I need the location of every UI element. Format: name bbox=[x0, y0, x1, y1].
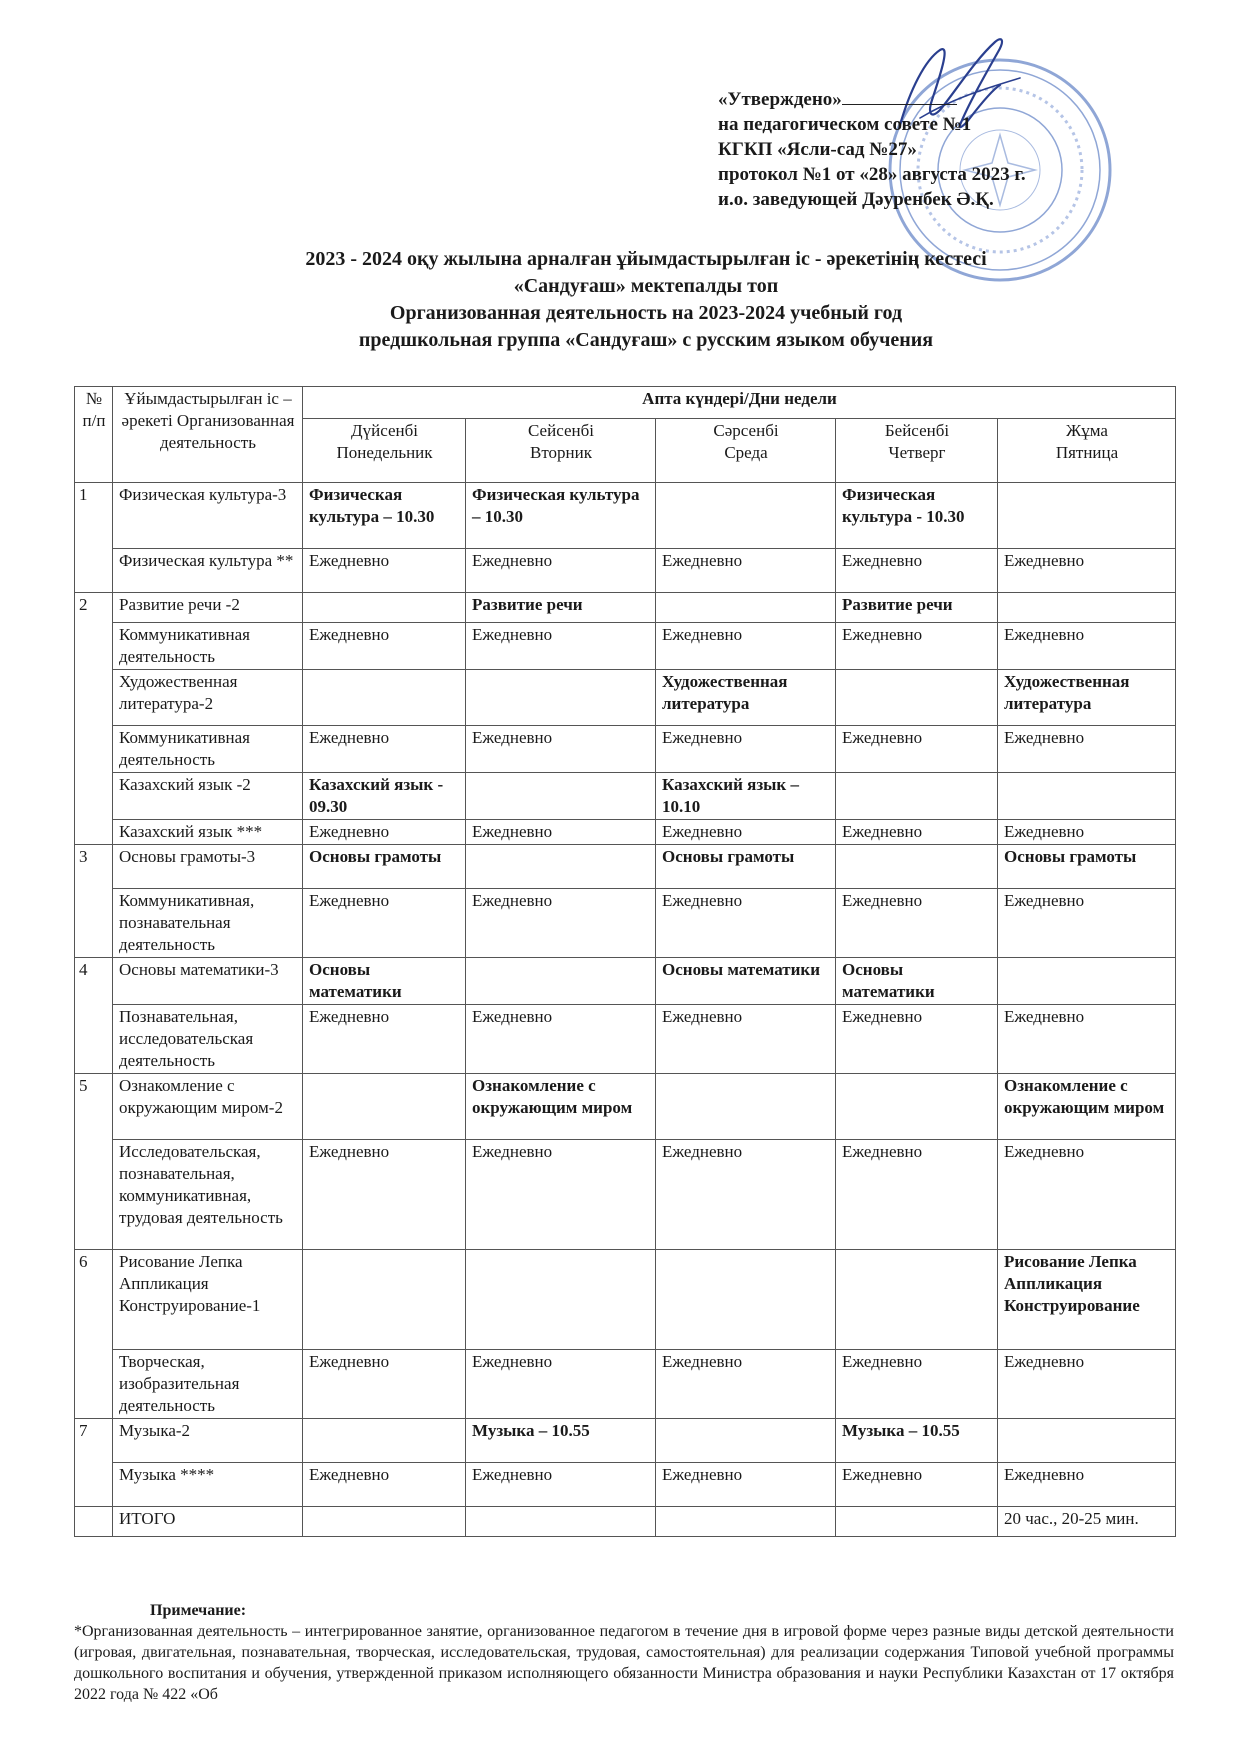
total-empty-cell bbox=[466, 1507, 656, 1537]
schedule-cell-daily: Ежедневно bbox=[656, 820, 836, 845]
row-number: 1 bbox=[75, 483, 113, 593]
row-number: 6 bbox=[75, 1250, 113, 1419]
table-row bbox=[75, 820, 1176, 845]
row-number: 2 bbox=[75, 593, 113, 845]
table-row bbox=[75, 1074, 1176, 1140]
activity-cell: Ознакомление с окружающим миром-2 bbox=[113, 1074, 303, 1140]
schedule-cell-daily: Ежедневно bbox=[836, 726, 998, 773]
schedule-cell bbox=[836, 670, 998, 726]
schedule-cell-daily: Ежедневно bbox=[303, 820, 466, 845]
notes-heading: Примечание: bbox=[150, 1602, 247, 1619]
schedule-cell-daily: Ежедневно bbox=[836, 1350, 998, 1419]
table-row bbox=[75, 1419, 1176, 1463]
table-row bbox=[75, 1140, 1176, 1250]
title-group-ru: предшкольная группа «Сандуғаш» с русским языком обучения bbox=[358, 329, 934, 351]
schedule-cell: Казахский язык – 10.10 bbox=[656, 773, 836, 820]
table-row bbox=[75, 889, 1176, 958]
total-empty-cell bbox=[656, 1507, 836, 1537]
total-label: ИТОГО bbox=[113, 1507, 303, 1537]
header-day-tuesday: Сейсенбі Вторник bbox=[466, 419, 656, 483]
activity-cell: Коммуникативная, познавательная деятельность bbox=[113, 889, 303, 958]
table-row bbox=[75, 845, 1176, 889]
schedule-cell-daily: Ежедневно bbox=[998, 889, 1176, 958]
schedule-cell-daily: Ежедневно bbox=[303, 889, 466, 958]
schedule-cell bbox=[656, 1074, 836, 1140]
schedule-cell bbox=[466, 1250, 656, 1350]
activity-cell: Физическая культура-3 bbox=[113, 483, 303, 549]
schedule-cell bbox=[303, 1074, 466, 1140]
schedule-cell bbox=[303, 1250, 466, 1350]
row-number: 7 bbox=[75, 1419, 113, 1507]
schedule-cell bbox=[466, 670, 656, 726]
schedule-table bbox=[74, 386, 1176, 1537]
schedule-cell-daily: Ежедневно bbox=[656, 1463, 836, 1507]
total-row bbox=[75, 1507, 1176, 1537]
schedule-cell-daily: Ежедневно bbox=[998, 623, 1176, 670]
header-week-days: Апта күндері/Дни недели bbox=[303, 387, 1176, 419]
schedule-cell: Основы математики bbox=[303, 958, 466, 1005]
schedule-cell bbox=[836, 1074, 998, 1140]
schedule-cell: Основы грамоты bbox=[998, 845, 1176, 889]
table-row bbox=[75, 726, 1176, 773]
schedule-cell-daily: Ежедневно bbox=[466, 1350, 656, 1419]
approval-heading: «Утверждено» bbox=[718, 86, 1026, 112]
schedule-cell-daily: Ежедневно bbox=[836, 1005, 998, 1074]
total-empty-cell bbox=[836, 1507, 998, 1537]
activity-cell: Казахский язык *** bbox=[113, 820, 303, 845]
schedule-cell: Ознакомление с окружающим миром bbox=[998, 1074, 1176, 1140]
schedule-cell: Развитие речи bbox=[466, 593, 656, 623]
schedule-cell-daily: Ежедневно bbox=[836, 1463, 998, 1507]
activity-cell: Познавательная, исследовательская деятельность bbox=[113, 1005, 303, 1074]
table-row bbox=[75, 670, 1176, 726]
total-value: 20 час., 20-25 мин. bbox=[998, 1507, 1176, 1537]
schedule-cell-daily: Ежедневно bbox=[998, 726, 1176, 773]
activity-cell: Развитие речи -2 bbox=[113, 593, 303, 623]
schedule-cell bbox=[656, 1419, 836, 1463]
schedule-cell: Ознакомление с окружающим миром bbox=[466, 1074, 656, 1140]
schedule-cell bbox=[656, 483, 836, 549]
activity-cell: Рисование Лепка Аппликация Конструирование-1 bbox=[113, 1250, 303, 1350]
schedule-cell bbox=[303, 593, 466, 623]
schedule-cell bbox=[998, 958, 1176, 1005]
schedule-cell: Музыка – 10.55 bbox=[466, 1419, 656, 1463]
row-number: 4 bbox=[75, 958, 113, 1074]
schedule-cell bbox=[656, 1250, 836, 1350]
title-line-kz: 2023 - 2024 оқу жылына арналған ұйымдастырылған іс - әрекетінің кестесі bbox=[305, 248, 987, 270]
table-row bbox=[75, 1005, 1176, 1074]
schedule-cell-daily: Ежедневно bbox=[303, 1463, 466, 1507]
header-day-monday: Дүйсенбі Понедельник bbox=[303, 419, 466, 483]
schedule-cell-daily: Ежедневно bbox=[656, 726, 836, 773]
schedule-cell-daily: Ежедневно bbox=[998, 1350, 1176, 1419]
schedule-cell: Основы математики bbox=[836, 958, 998, 1005]
schedule-cell-daily: Ежедневно bbox=[466, 1140, 656, 1250]
header-number: № п/п bbox=[75, 387, 113, 483]
schedule-cell-daily: Ежедневно bbox=[656, 1140, 836, 1250]
schedule-cell-daily: Ежедневно bbox=[303, 1350, 466, 1419]
schedule-cell bbox=[466, 773, 656, 820]
schedule-cell-daily: Ежедневно bbox=[303, 1140, 466, 1250]
schedule-cell-daily: Ежедневно bbox=[466, 1005, 656, 1074]
schedule-cell-daily: Ежедневно bbox=[656, 623, 836, 670]
schedule-cell-daily: Ежедневно bbox=[998, 1463, 1176, 1507]
header-day-wednesday: Сәрсенбі Среда bbox=[656, 419, 836, 483]
title-line-ru: Организованная деятельность на 2023-2024 учебный год bbox=[389, 302, 903, 324]
schedule-cell-daily: Ежедневно bbox=[836, 820, 998, 845]
approval-protocol: протокол №1 от «28» августа 2023 г. bbox=[718, 164, 1026, 185]
schedule-cell bbox=[656, 593, 836, 623]
activity-cell: Музыка-2 bbox=[113, 1419, 303, 1463]
schedule-cell-daily: Ежедневно bbox=[998, 1005, 1176, 1074]
schedule-cell bbox=[836, 773, 998, 820]
schedule-cell-daily: Ежедневно bbox=[656, 549, 836, 593]
title-group-kz: «Сандуғаш» мектепалды топ bbox=[513, 275, 779, 297]
total-number-cell bbox=[75, 1507, 113, 1537]
table-row bbox=[75, 483, 1176, 549]
schedule-cell: Физическая культура – 10.30 bbox=[466, 483, 656, 549]
table-row bbox=[75, 958, 1176, 1005]
table-row bbox=[75, 593, 1176, 623]
schedule-cell bbox=[998, 593, 1176, 623]
schedule-cell-daily: Ежедневно bbox=[466, 1463, 656, 1507]
schedule-cell: Основы математики bbox=[656, 958, 836, 1005]
schedule-cell bbox=[303, 1419, 466, 1463]
schedule-cell-daily: Ежедневно bbox=[998, 1140, 1176, 1250]
activity-cell: Коммуникативная деятельность bbox=[113, 623, 303, 670]
schedule-cell-daily: Ежедневно bbox=[466, 889, 656, 958]
row-number: 3 bbox=[75, 845, 113, 958]
schedule-cell: Художественная литература bbox=[656, 670, 836, 726]
schedule-cell: Основы грамоты bbox=[656, 845, 836, 889]
activity-cell: Исследовательская, познавательная, коммуникативная, трудовая деятельность bbox=[113, 1140, 303, 1250]
schedule-cell bbox=[836, 1250, 998, 1350]
total-empty-cell bbox=[303, 1507, 466, 1537]
schedule-cell-daily: Ежедневно bbox=[998, 820, 1176, 845]
schedule-cell-daily: Ежедневно bbox=[466, 726, 656, 773]
schedule-cell: Музыка – 10.55 bbox=[836, 1419, 998, 1463]
schedule-cell bbox=[998, 483, 1176, 549]
activity-cell: Творческая, изобразительная деятельность bbox=[113, 1350, 303, 1419]
schedule-cell bbox=[836, 845, 998, 889]
schedule-cell-daily: Ежедневно bbox=[836, 549, 998, 593]
table-row bbox=[75, 773, 1176, 820]
activity-cell: Основы математики-3 bbox=[113, 958, 303, 1005]
approval-organization: КГКП «Ясли-сад №27» bbox=[718, 139, 917, 160]
activity-cell: Физическая культура ** bbox=[113, 549, 303, 593]
schedule-cell-daily: Ежедневно bbox=[303, 623, 466, 670]
header-day-thursday: Бейсенбі Четверг bbox=[836, 419, 998, 483]
activity-cell: Художественная литература-2 bbox=[113, 670, 303, 726]
activity-cell: Казахский язык -2 bbox=[113, 773, 303, 820]
schedule-cell-daily: Ежедневно bbox=[656, 1005, 836, 1074]
schedule-cell bbox=[998, 1419, 1176, 1463]
activity-cell: Музыка **** bbox=[113, 1463, 303, 1507]
schedule-cell bbox=[466, 845, 656, 889]
table-row bbox=[75, 623, 1176, 670]
schedule-cell-daily: Ежедневно bbox=[303, 726, 466, 773]
schedule-cell bbox=[466, 958, 656, 1005]
approval-head: и.о. заведующей Дәуренбек Ә.Қ. bbox=[718, 189, 994, 210]
schedule-cell-daily: Ежедневно bbox=[836, 1140, 998, 1250]
schedule-cell-daily: Ежедневно bbox=[303, 1005, 466, 1074]
schedule-cell-daily: Ежедневно bbox=[656, 1350, 836, 1419]
schedule-cell: Рисование Лепка Аппликация Конструирование bbox=[998, 1250, 1176, 1350]
schedule-cell-daily: Ежедневно bbox=[836, 623, 998, 670]
table-row bbox=[75, 1463, 1176, 1507]
schedule-cell: Казахский язык - 09.30 bbox=[303, 773, 466, 820]
signature-line bbox=[842, 86, 957, 105]
table-row bbox=[75, 549, 1176, 593]
notes-section bbox=[74, 1600, 1174, 1705]
approval-block bbox=[718, 86, 1026, 212]
schedule-cell-daily: Ежедневно bbox=[303, 549, 466, 593]
schedule-cell: Физическая культура – 10.30 bbox=[303, 483, 466, 549]
schedule-cell-daily: Ежедневно bbox=[998, 549, 1176, 593]
schedule-cell: Физическая культура - 10.30 bbox=[836, 483, 998, 549]
approval-council: на педагогическом совете №1 bbox=[718, 114, 972, 135]
schedule-cell-daily: Ежедневно bbox=[466, 549, 656, 593]
row-number: 5 bbox=[75, 1074, 113, 1250]
activity-cell: Коммуникативная деятельность bbox=[113, 726, 303, 773]
table-header-row bbox=[75, 387, 1176, 419]
schedule-cell: Развитие речи bbox=[836, 593, 998, 623]
schedule-body bbox=[75, 483, 1176, 1537]
activity-cell: Основы грамоты-3 bbox=[113, 845, 303, 889]
header-day-friday: Жұма Пятница bbox=[998, 419, 1176, 483]
table-row bbox=[75, 1350, 1176, 1419]
schedule-cell: Основы грамоты bbox=[303, 845, 466, 889]
header-activity: Ұйымдастырылған іс – әрекеті Организованная деятельность bbox=[113, 387, 303, 483]
schedule-cell bbox=[303, 670, 466, 726]
document-title bbox=[0, 246, 1242, 354]
table-row bbox=[75, 1250, 1176, 1350]
notes-text: *Организованная деятельность – интегрированное занятие, организованное педагогом в течение дня в игровой форме через разные виды детской деятельности (игровая, двигательная, познавательная, творческая, исследовательская, трудовая, самостоятельная) для реализации содержания Типовой учебной программы дошкольного воспитания и обучения, утвержденной приказом исполняющего обязанности Министра образования и науки Республики Казахстан от 17 октября 2022 года № 422 «Об bbox=[74, 1623, 1174, 1703]
schedule-cell-daily: Ежедневно bbox=[656, 889, 836, 958]
schedule-cell-daily: Ежедневно bbox=[466, 820, 656, 845]
schedule-cell bbox=[998, 773, 1176, 820]
schedule-cell-daily: Ежедневно bbox=[466, 623, 656, 670]
schedule-cell-daily: Ежедневно bbox=[836, 889, 998, 958]
schedule-cell: Художественная литература bbox=[998, 670, 1176, 726]
